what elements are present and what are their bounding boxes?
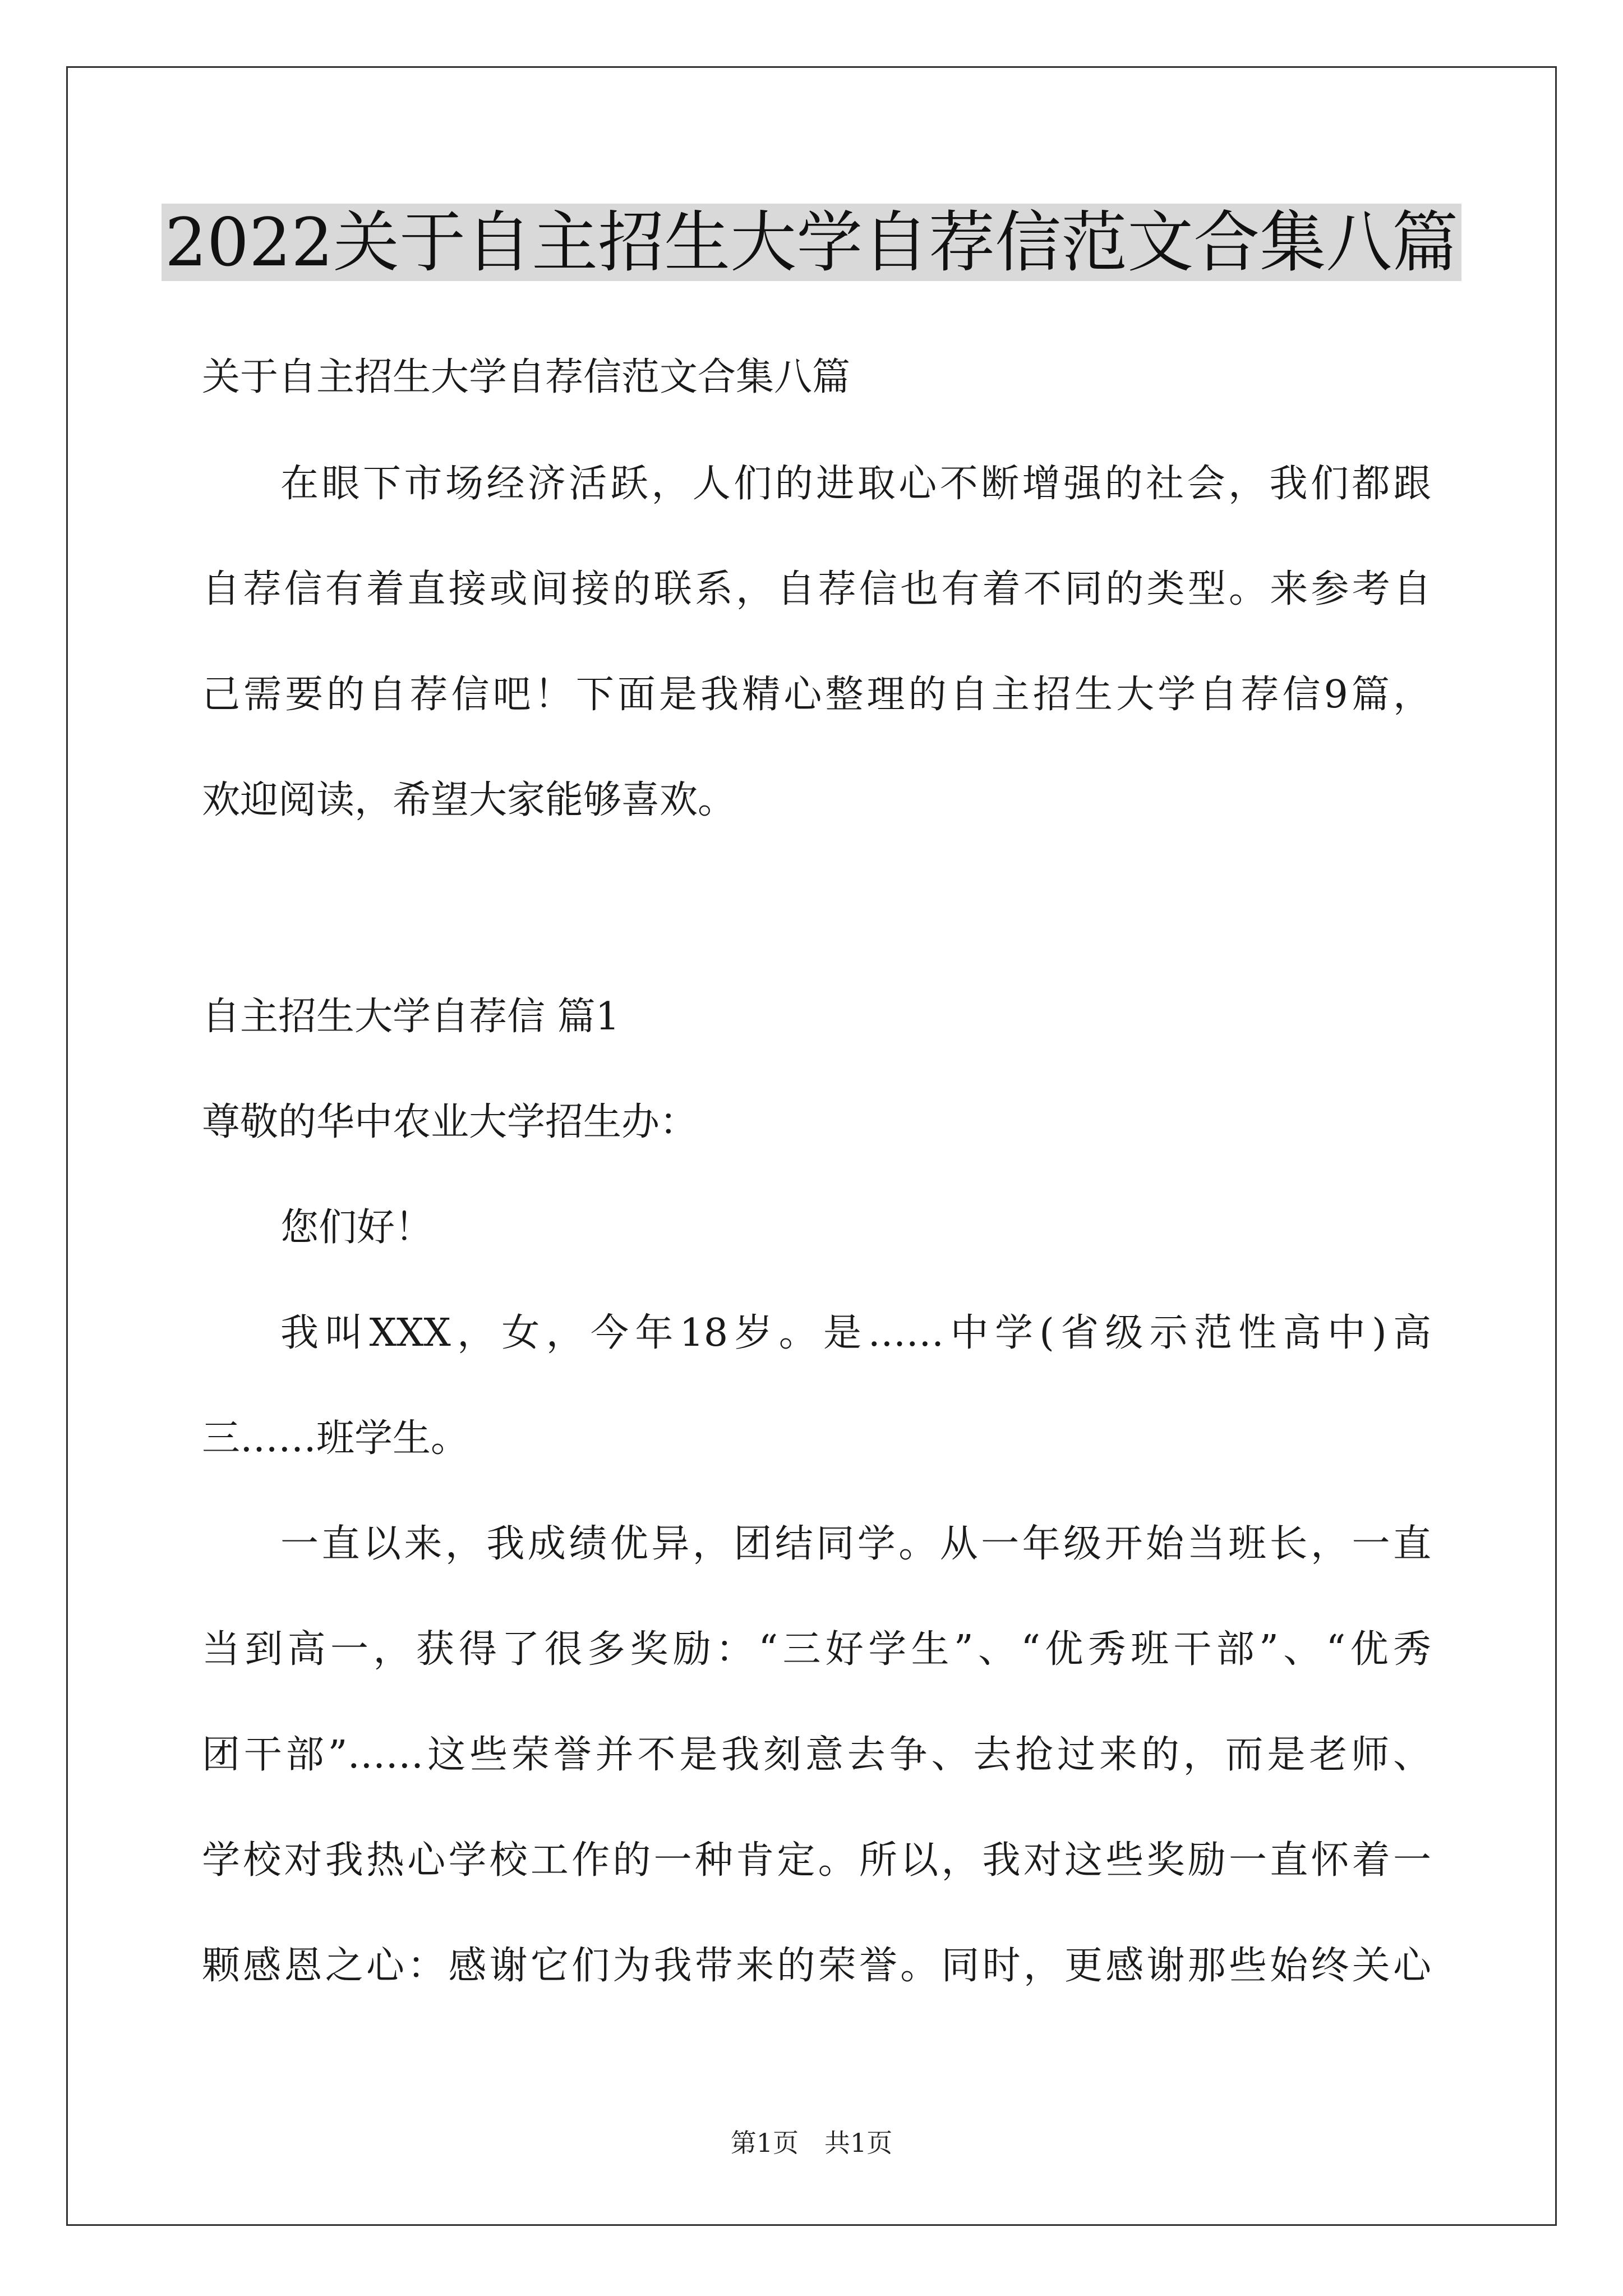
- para2-line-5: 颗感恩之心：感谢它们为我带来的荣誉。同时，更感谢那些始终关心: [202, 1944, 1431, 1988]
- document-title: [0, 197, 1623, 287]
- section-heading: 自主招生大学自荐信 篇1: [202, 995, 620, 1039]
- para2-line-4: 学校对我热心学校工作的一种肯定。所以，我对这些奖励一直怀着一: [202, 1838, 1431, 1883]
- salutation: 尊敬的华中农业大学招生办：: [202, 1100, 698, 1144]
- intro-line-3: 己需要的自荐信吧！下面是我精心整理的自主招生大学自荐信9篇，: [202, 673, 1431, 717]
- page-footer: 第1页 共1页: [730, 2128, 893, 2158]
- document-subtitle: 关于自主招生大学自荐信范文合集八篇: [202, 355, 851, 399]
- intro-line-1: 在眼下市场经济活跃，人们的进取心不断增强的社会，我们都跟: [280, 462, 1431, 506]
- para2-line-3: 团干部”……这些荣誉并不是我刻意去争、去抢过来的，而是老师、: [202, 1733, 1431, 1777]
- intro-line-4: 欢迎阅读，希望大家能够喜欢。: [202, 778, 736, 822]
- para1-line-2: 三……班学生。: [202, 1416, 469, 1461]
- document-title-text: 2022关于自主招生大学自荐信范文合集八篇: [162, 204, 1461, 281]
- para1-line-1: 我叫XXX，女，今年18岁。是……中学(省级示范性高中)高: [280, 1311, 1431, 1355]
- greeting: 您们好！: [280, 1205, 434, 1250]
- para2-line-1: 一直以来，我成绩优异，团结同学。从一年级开始当班长，一直: [280, 1522, 1431, 1566]
- para2-line-2: 当到高一，获得了很多奖励：“三好学生”、“优秀班干部”、“优秀: [202, 1627, 1431, 1672]
- intro-line-2: 自荐信有着直接或间接的联系，自荐信也有着不同的类型。来参考自: [202, 567, 1431, 611]
